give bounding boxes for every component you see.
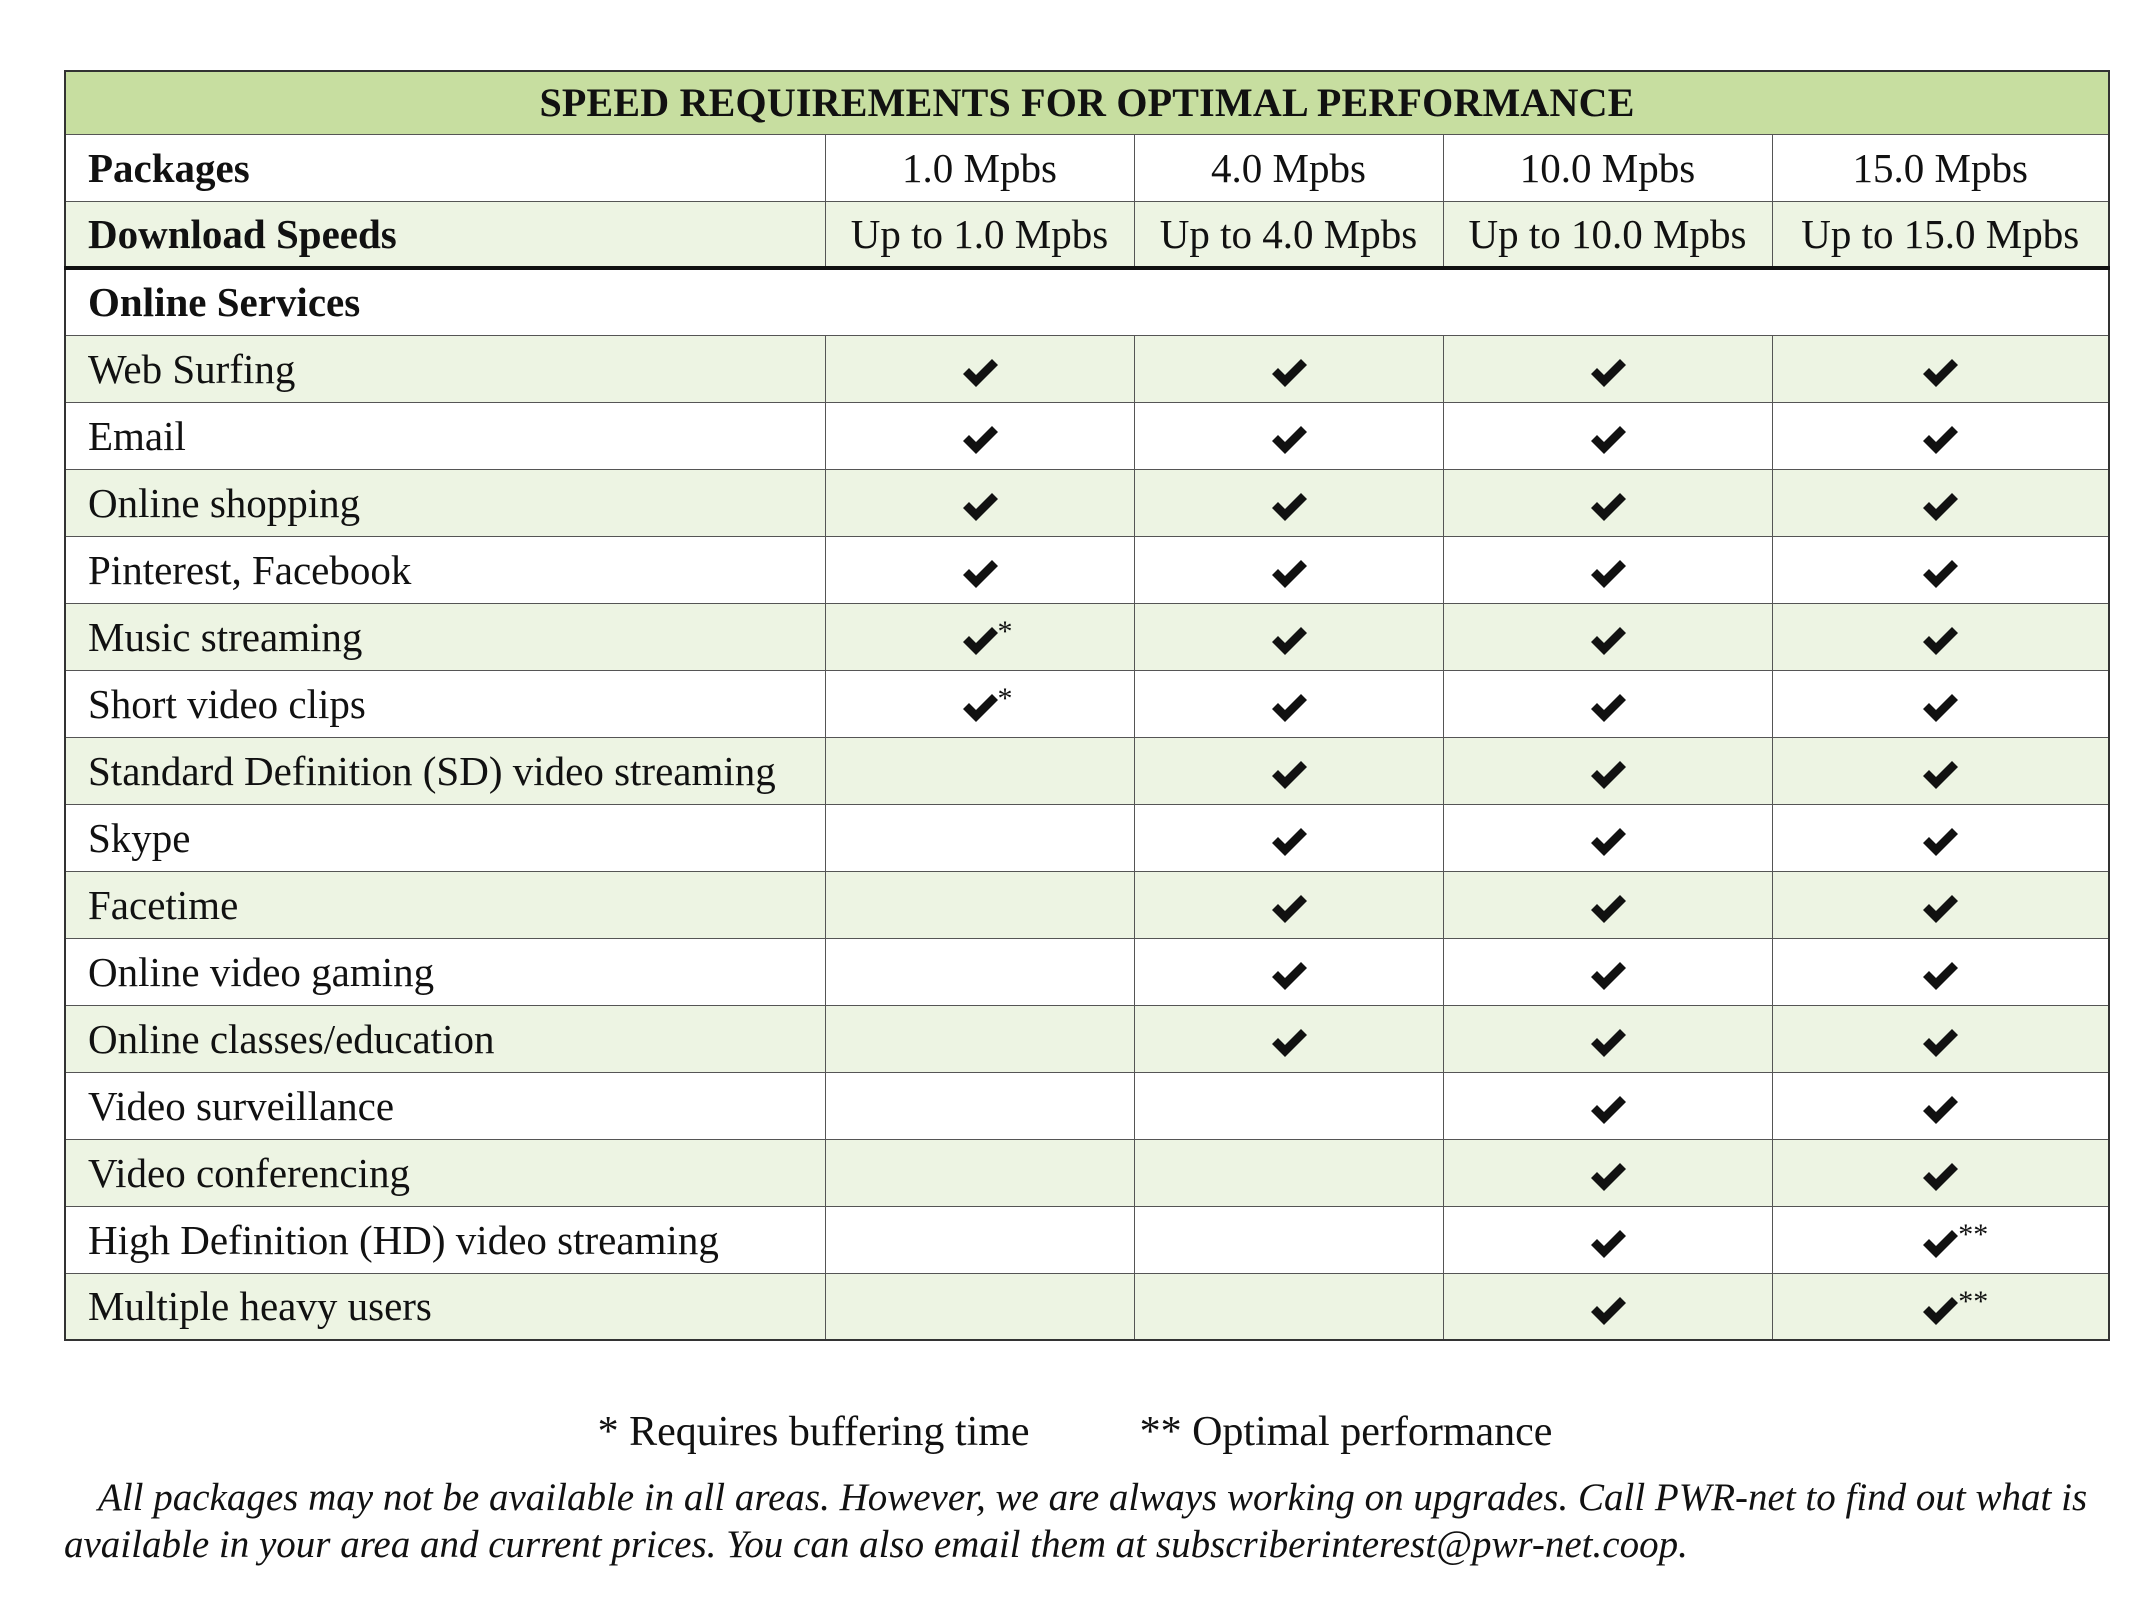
check-mark-icon xyxy=(1588,956,1628,996)
service-cell xyxy=(1134,1273,1443,1340)
service-cell xyxy=(1134,670,1443,737)
service-cell xyxy=(1134,603,1443,670)
check-mark-icon xyxy=(1269,554,1309,594)
service-cell xyxy=(1443,469,1772,536)
check-mark-icon xyxy=(1588,487,1628,527)
service-cell xyxy=(825,603,1134,670)
service-cell xyxy=(825,536,1134,603)
download-speed-4: Up to 15.0 Mpbs xyxy=(1772,201,2109,268)
service-cell xyxy=(1134,871,1443,938)
check-mark-icon xyxy=(1588,1224,1628,1264)
check-mark-icon xyxy=(960,487,1000,527)
check-mark-icon xyxy=(1588,688,1628,728)
check-mark-icon xyxy=(960,681,1013,728)
packages-label: Packages xyxy=(65,134,825,201)
check-mark-icon xyxy=(1920,1157,1960,1197)
service-cell xyxy=(1772,871,2109,938)
service-cell xyxy=(1772,469,2109,536)
service-cell xyxy=(1772,1005,2109,1072)
service-row xyxy=(65,804,2109,871)
check-mark-icon xyxy=(1920,487,1960,527)
service-name: Skype xyxy=(65,804,825,871)
check-mark-icon xyxy=(1920,1217,1989,1264)
check-mark-icon xyxy=(960,614,1013,661)
package-2: 4.0 Mpbs xyxy=(1134,134,1443,201)
check-mark-icon xyxy=(1269,956,1309,996)
service-cell xyxy=(1443,804,1772,871)
service-row xyxy=(65,469,2109,536)
check-mark-icon xyxy=(960,353,1000,393)
download-speed-3: Up to 10.0 Mpbs xyxy=(1443,201,1772,268)
service-cell xyxy=(1443,402,1772,469)
download-speed-1: Up to 1.0 Mpbs xyxy=(825,201,1134,268)
service-cell xyxy=(1134,469,1443,536)
service-cell xyxy=(1772,670,2109,737)
service-cell xyxy=(825,1206,1134,1273)
check-mark-icon xyxy=(1269,755,1309,795)
check-mark-icon xyxy=(1920,353,1960,393)
service-cell xyxy=(825,1072,1134,1139)
check-mark-icon xyxy=(1920,755,1960,795)
packages-row xyxy=(65,134,2109,201)
service-cell xyxy=(1772,402,2109,469)
service-cell xyxy=(1134,737,1443,804)
check-mark-icon xyxy=(1920,420,1960,460)
service-cell xyxy=(1443,603,1772,670)
service-name: Pinterest, Facebook xyxy=(65,536,825,603)
service-name: Web Surfing xyxy=(65,335,825,402)
service-cell xyxy=(1772,603,2109,670)
check-mark-icon xyxy=(1588,621,1628,661)
service-row xyxy=(65,1273,2109,1340)
availability-note: All packages may not be available in all areas. However, we are always working on upgrades. Call PWR-net to find out what is available in your area and current prices. You can also email them at subscriberinterest@pwr-net.coop. xyxy=(64,1476,2088,1566)
service-cell xyxy=(1443,670,1772,737)
service-cell xyxy=(1443,1273,1772,1340)
footnote-marker: ** xyxy=(1958,1217,1989,1251)
check-mark-icon xyxy=(1920,554,1960,594)
check-mark-icon xyxy=(1920,688,1960,728)
service-cell xyxy=(825,737,1134,804)
service-name: Multiple heavy users xyxy=(65,1273,825,1340)
service-row xyxy=(65,670,2109,737)
service-cell xyxy=(1772,804,2109,871)
service-cell xyxy=(825,335,1134,402)
service-cell xyxy=(1443,536,1772,603)
service-cell xyxy=(1443,1005,1772,1072)
service-row xyxy=(65,335,2109,402)
online-services-heading: Online Services xyxy=(65,268,2109,335)
service-row xyxy=(65,1005,2109,1072)
download-speed-2: Up to 4.0 Mpbs xyxy=(1134,201,1443,268)
check-mark-icon xyxy=(1588,1291,1628,1331)
service-cell xyxy=(1134,804,1443,871)
table-title: SPEED REQUIREMENTS FOR OPTIMAL PERFORMANCE xyxy=(65,71,2109,134)
check-mark-icon xyxy=(1269,487,1309,527)
check-mark-icon xyxy=(1920,1284,1989,1331)
service-cell xyxy=(825,938,1134,1005)
service-cell xyxy=(1772,335,2109,402)
service-cell xyxy=(1772,938,2109,1005)
service-name: Video conferencing xyxy=(65,1139,825,1206)
check-mark-icon xyxy=(1269,621,1309,661)
check-mark-icon xyxy=(960,420,1000,460)
service-row xyxy=(65,737,2109,804)
check-mark-icon xyxy=(1588,420,1628,460)
service-name: Video surveillance xyxy=(65,1072,825,1139)
service-row xyxy=(65,938,2109,1005)
footnote-marker: * xyxy=(997,614,1013,648)
check-mark-icon xyxy=(1269,822,1309,862)
service-cell xyxy=(1443,871,1772,938)
service-cell xyxy=(825,670,1134,737)
service-cell xyxy=(825,1139,1134,1206)
service-cell xyxy=(1134,536,1443,603)
service-cell xyxy=(1772,1139,2109,1206)
check-mark-icon xyxy=(1588,1023,1628,1063)
legend-buffering: * Requires buffering time xyxy=(597,1409,1030,1455)
service-row xyxy=(65,1072,2109,1139)
service-row xyxy=(65,402,2109,469)
service-cell xyxy=(1443,938,1772,1005)
service-name: Online classes/education xyxy=(65,1005,825,1072)
service-cell xyxy=(1443,335,1772,402)
check-mark-icon xyxy=(1920,1090,1960,1130)
service-name: Music streaming xyxy=(65,603,825,670)
check-mark-icon xyxy=(1920,621,1960,661)
speed-requirements-table-container xyxy=(64,70,2104,1341)
check-mark-icon xyxy=(1588,822,1628,862)
service-row xyxy=(65,1139,2109,1206)
package-3: 10.0 Mpbs xyxy=(1443,134,1772,201)
service-cell xyxy=(1134,1005,1443,1072)
service-cell xyxy=(1134,1206,1443,1273)
package-1: 1.0 Mpbs xyxy=(825,134,1134,201)
service-cell xyxy=(825,1273,1134,1340)
service-cell xyxy=(1134,402,1443,469)
download-speeds-label: Download Speeds xyxy=(65,201,825,268)
check-mark-icon xyxy=(1920,889,1960,929)
check-mark-icon xyxy=(1588,1090,1628,1130)
service-cell xyxy=(1443,1206,1772,1273)
footnote-marker: * xyxy=(997,681,1013,715)
check-mark-icon xyxy=(1588,353,1628,393)
check-mark-icon xyxy=(1920,956,1960,996)
service-row xyxy=(65,871,2109,938)
service-cell xyxy=(1772,737,2109,804)
check-mark-icon xyxy=(1269,420,1309,460)
service-cell xyxy=(1134,1139,1443,1206)
service-cell xyxy=(1772,536,2109,603)
service-row xyxy=(65,1206,2109,1273)
service-name: Standard Definition (SD) video streaming xyxy=(65,737,825,804)
service-row xyxy=(65,603,2109,670)
download-speeds-row xyxy=(65,201,2109,268)
check-mark-icon xyxy=(1588,889,1628,929)
check-mark-icon xyxy=(1920,1023,1960,1063)
check-mark-icon xyxy=(1269,688,1309,728)
service-row xyxy=(65,536,2109,603)
check-mark-icon xyxy=(1269,889,1309,929)
check-mark-icon xyxy=(1588,755,1628,795)
service-name: Facetime xyxy=(65,871,825,938)
speed-requirements-table xyxy=(64,70,2110,1341)
service-cell xyxy=(825,871,1134,938)
service-cell xyxy=(825,804,1134,871)
service-cell xyxy=(1134,938,1443,1005)
service-name: Email xyxy=(65,402,825,469)
service-name: Short video clips xyxy=(65,670,825,737)
service-cell xyxy=(1443,1139,1772,1206)
service-cell xyxy=(1134,1072,1443,1139)
legend-optimal: ** Optimal performance xyxy=(1139,1409,1553,1455)
footnote-legend xyxy=(0,1408,2150,1456)
check-mark-icon xyxy=(1269,353,1309,393)
package-4: 15.0 Mpbs xyxy=(1772,134,2109,201)
service-cell xyxy=(1134,335,1443,402)
service-cell xyxy=(1443,1072,1772,1139)
service-cell xyxy=(825,1005,1134,1072)
service-cell xyxy=(825,402,1134,469)
service-name: High Definition (HD) video streaming xyxy=(65,1206,825,1273)
service-cell xyxy=(1772,1206,2109,1273)
check-mark-icon xyxy=(960,554,1000,594)
service-cell xyxy=(1772,1072,2109,1139)
service-cell xyxy=(825,469,1134,536)
service-cell xyxy=(1443,737,1772,804)
check-mark-icon xyxy=(1588,554,1628,594)
service-name: Online shopping xyxy=(65,469,825,536)
check-mark-icon xyxy=(1920,822,1960,862)
service-cell xyxy=(1772,1273,2109,1340)
service-name: Online video gaming xyxy=(65,938,825,1005)
section-row xyxy=(65,268,2109,335)
check-mark-icon xyxy=(1269,1023,1309,1063)
footnote-marker: ** xyxy=(1958,1284,1989,1318)
check-mark-icon xyxy=(1588,1157,1628,1197)
